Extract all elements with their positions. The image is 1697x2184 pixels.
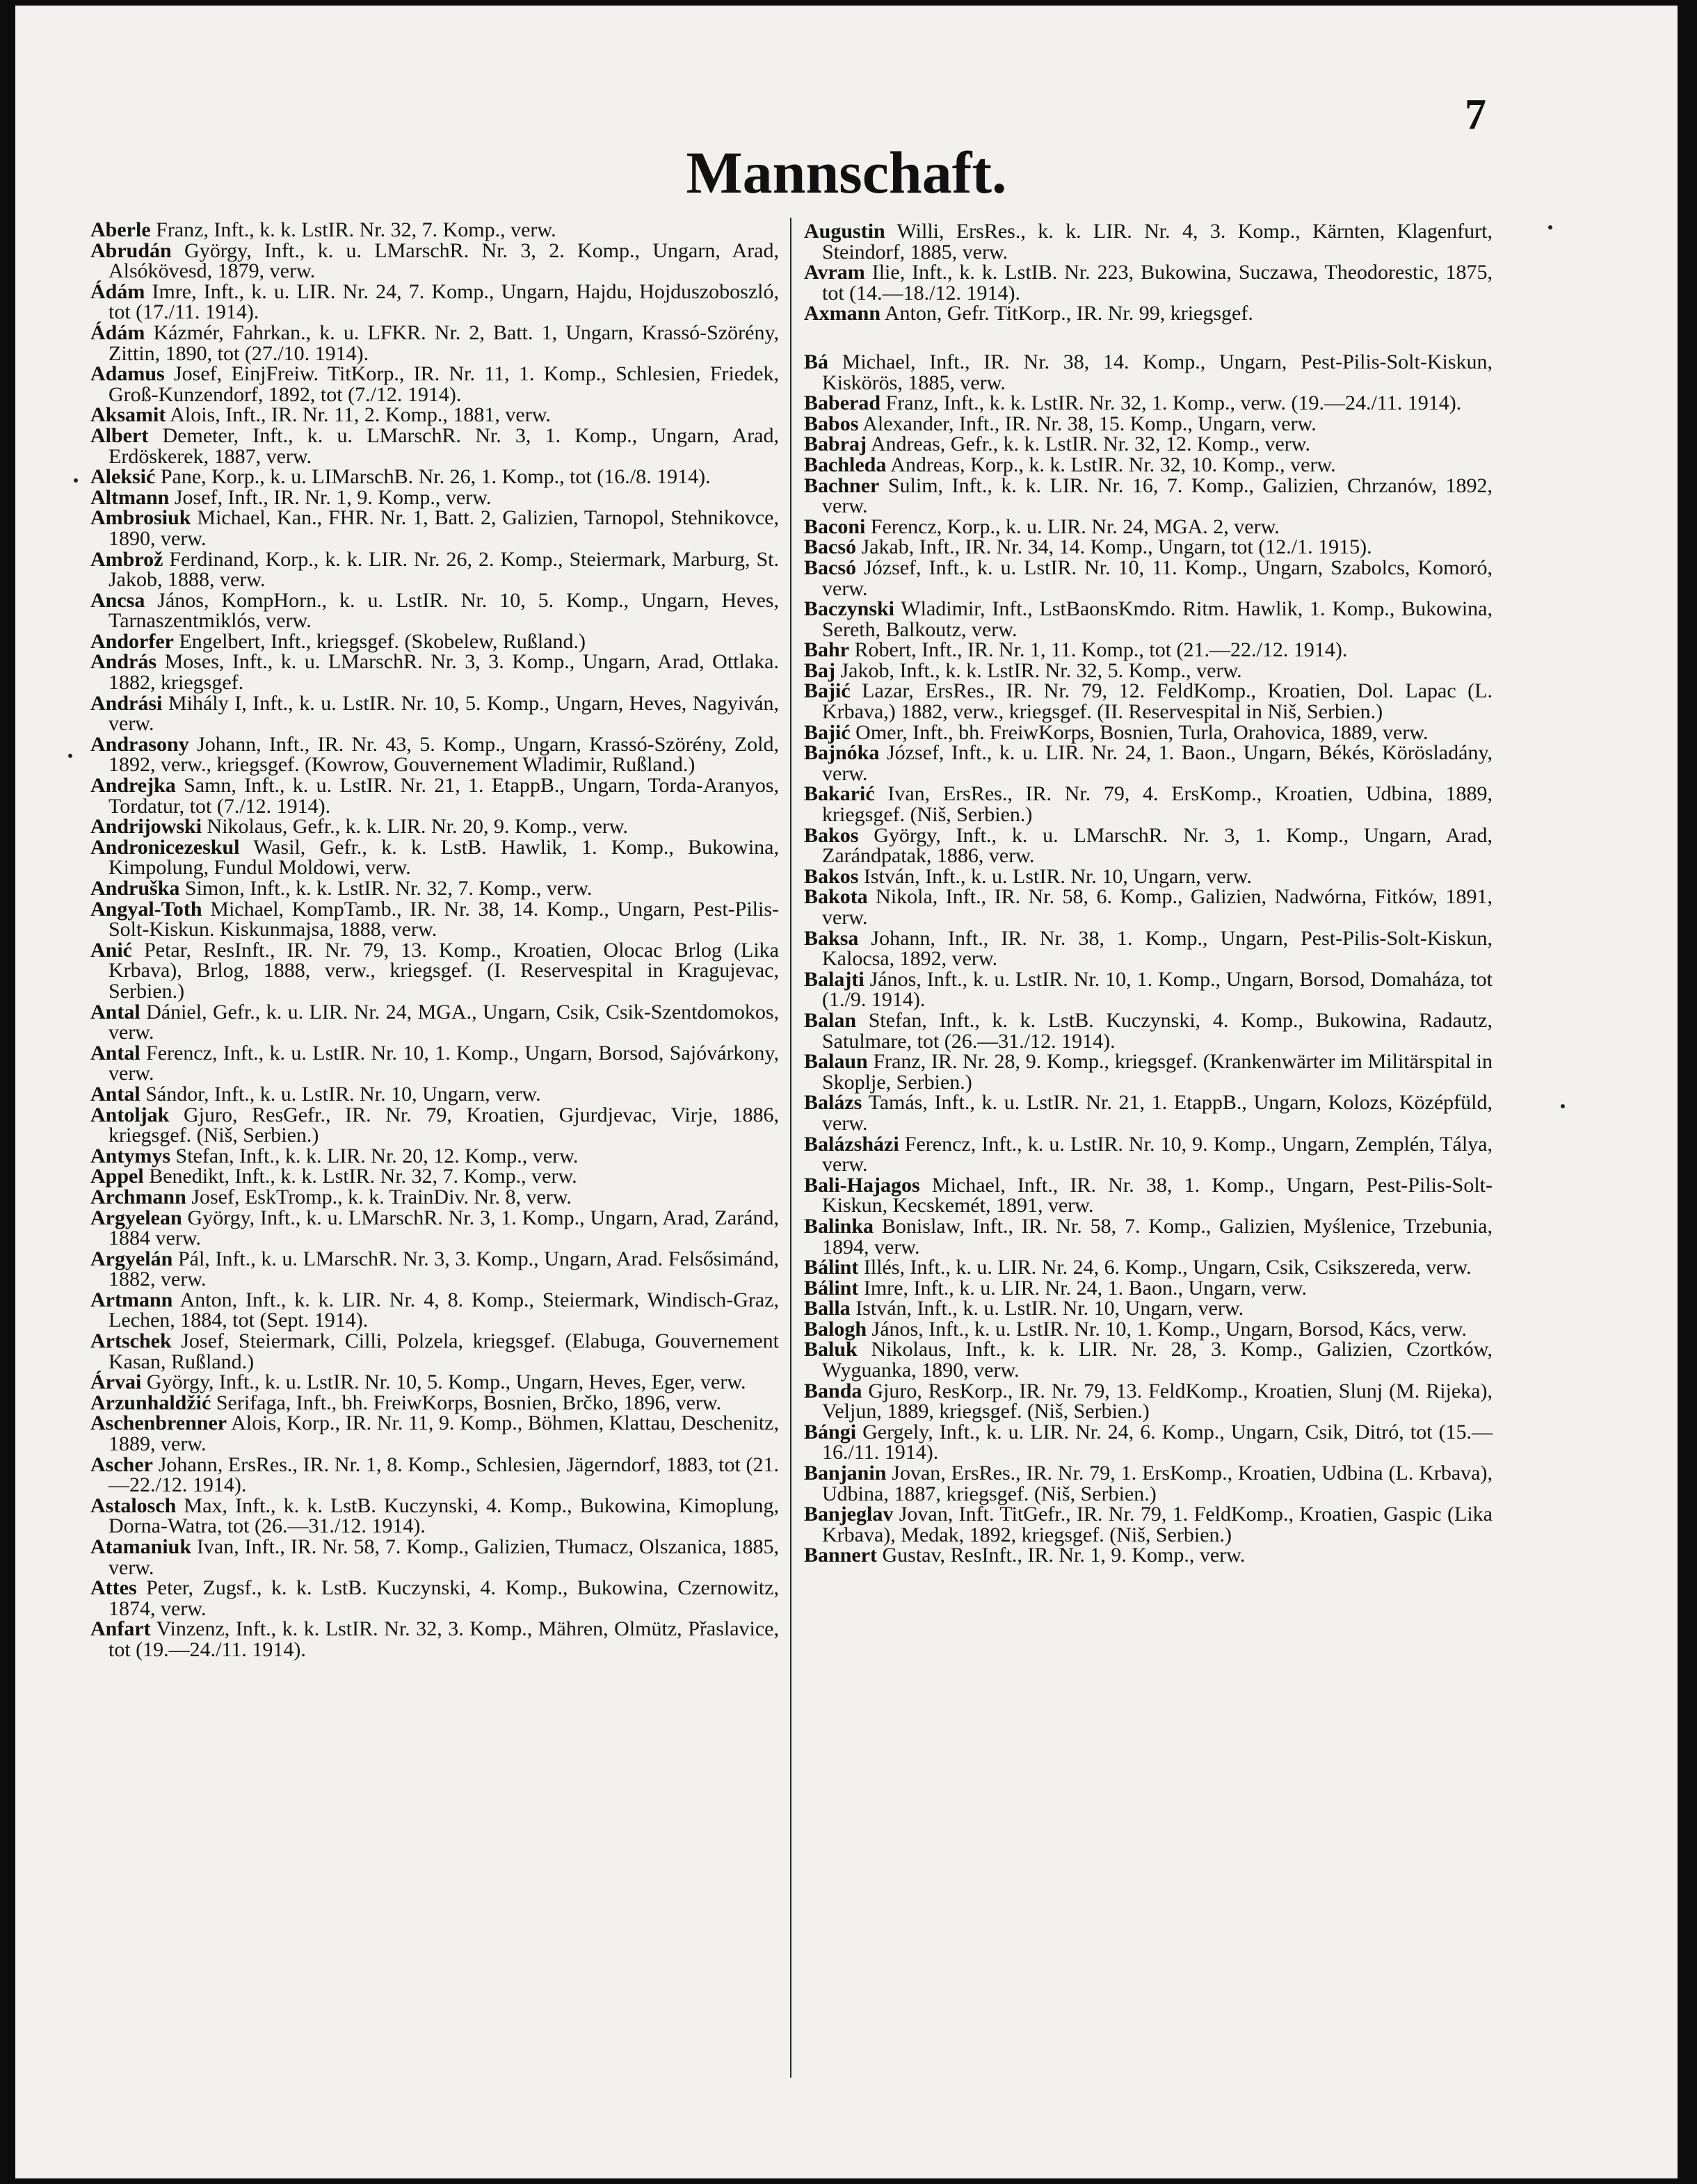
list-item — [804, 221, 1493, 262]
entry-details: István, Inft., k. u. LstIR. Nr. 10, Ungarn, verw. — [858, 864, 1252, 888]
list-item — [90, 1187, 779, 1208]
entry-details: József, Inft., k. u. LIR. Nr. 24, 1. Baon., Ungarn, Békés, Körösladány, verw. — [822, 741, 1493, 785]
entry-surname: Adamus — [90, 362, 165, 386]
entry-surname: Axmann — [804, 302, 881, 325]
entry-details: Max, Inft., k. k. LstB. Kuczynski, 4. Komp., Bukowina, Kimoplung, Dorna-Watra, tot (26.—31./12. 1914). — [108, 1494, 779, 1538]
list-item — [90, 405, 779, 426]
list-item — [90, 1166, 779, 1187]
entry-surname: Attes — [90, 1576, 137, 1600]
entry-details: Ivan, ErsRes., IR. Nr. 79, 4. ErsKomp., Kroatien, Udbina, 1889, kriegsgef. (Niš, Serbien.) — [822, 782, 1493, 827]
entry-details: Josef, Steiermark, Cilli, Polzela, kriegsgef. (Elabuga, Gouvernement Kasan, Rußland.) — [108, 1329, 779, 1373]
list-item — [90, 1208, 779, 1249]
entry-surname: Aksamit — [90, 403, 166, 427]
entry-surname: Atamaniuk — [90, 1535, 192, 1558]
list-item — [90, 1146, 779, 1167]
entry-surname: Antymys — [90, 1144, 171, 1167]
entry-surname: Bacsó — [804, 556, 856, 579]
entry-surname: Augustin — [804, 220, 885, 243]
list-item — [804, 558, 1493, 599]
list-item — [90, 1043, 779, 1084]
entry-surname: Artmann — [90, 1288, 173, 1311]
entry-details: Anton, Gefr. TitKorp., IR. Nr. 99, kriegsgef. — [880, 302, 1253, 325]
entry-details: Michael, KompTamb., IR. Nr. 38, 14. Komp., Ungarn, Pest-Pilis-Solt-Kiskun. Kiskunmajsa, 1888, verw. — [108, 897, 779, 941]
entry-surname: Balogh — [804, 1317, 867, 1341]
entry-surname: Andronicezeskul — [90, 835, 240, 859]
entry-details: Omer, Inft., bh. FreiwKorps, Bosnien, Turla, Orahovica, 1889, verw. — [850, 720, 1429, 744]
entry-details: Gustav, ResInft., IR. Nr. 1, 9. Komp., verw. — [877, 1544, 1246, 1567]
entry-details: Engelbert, Inft., kriegsgef. (Skobelew, Rußland.) — [173, 629, 586, 653]
list-item — [90, 734, 779, 775]
entry-surname: Andorfer — [90, 629, 174, 653]
entry-surname: Baczynski — [804, 597, 895, 621]
entry-surname: Bajić — [804, 720, 851, 744]
entry-details: Alexander, Inft., IR. Nr. 38, 15. Komp., Ungarn, verw. — [858, 412, 1317, 435]
entry-surname: Bachner — [804, 474, 880, 497]
entry-surname: Bali-Hajagos — [804, 1173, 920, 1197]
entry-details: Jakob, Inft., k. k. LstIR. Nr. 32, 5. Komp., verw. — [835, 658, 1242, 682]
entry-details: Josef, Inft., IR. Nr. 1, 9. Komp., verw. — [169, 485, 492, 509]
entry-surname: Banjanin — [804, 1462, 887, 1485]
entry-details: György, Inft., k. u. LMarschR. Nr. 3, 1. Komp., Ungarn, Arad, Zaránd, 1884 verw. — [108, 1206, 779, 1250]
entry-details: Nikola, Inft., IR. Nr. 58, 6. Komp., Galizien, Nadwórna, Fitków, 1891, verw. — [822, 885, 1493, 929]
list-item — [90, 1496, 779, 1537]
entry-surname: Bángi — [804, 1420, 857, 1443]
list-item — [90, 1413, 779, 1454]
list-item — [804, 887, 1493, 928]
entry-details: Ferencz, Inft., k. u. LstIR. Nr. 10, 9. Komp., Ungarn, Zemplén, Tálya, verw. — [822, 1132, 1493, 1176]
entry-details: Franz, IR. Nr. 28, 9. Komp., kriegsgef. (Krankenwärter im Militärspital in Skoplje, Serbien.) — [822, 1050, 1493, 1094]
entry-details: Nikolaus, Inft., k. k. LIR. Nr. 28, 3. Komp., Galizien, Czortków, Wyguanka, 1890, verw. — [822, 1338, 1493, 1382]
list-item — [90, 364, 779, 405]
entry-surname: Ádám — [90, 280, 145, 303]
list-item — [804, 599, 1493, 640]
entry-surname: Anić — [90, 938, 132, 962]
entry-details: Ferencz, Inft., k. u. LstIR. Nr. 10, 1. Komp., Ungarn, Borsod, Sajóvárkony, verw. — [108, 1041, 779, 1085]
column-divider — [790, 218, 791, 2078]
entry-surname: Appel — [90, 1165, 144, 1188]
entry-surname: Bajnóka — [804, 741, 880, 765]
entry-details: Stefan, Inft., k. k. LstB. Kuczynski, 4. Komp., Bukowina, Radautz, Satulmare, tot (26.—31./12. 1914). — [822, 1008, 1493, 1053]
entry-details: Pál, Inft., k. u. LMarschR. Nr. 3, 3. Komp., Ungarn, Arad. Felsősimánd, 1882, verw. — [108, 1247, 779, 1291]
list-item — [804, 825, 1493, 866]
entry-details: Alois, Korp., IR. Nr. 11, 9. Komp., Böhmen, Klattau, Deschenitz, 1889, verw. — [108, 1411, 779, 1456]
entry-surname: Antoljak — [90, 1103, 170, 1126]
list-item — [804, 303, 1493, 324]
list-item — [804, 1134, 1493, 1175]
entry-details: Alois, Inft., IR. Nr. 11, 2. Komp., 1881, verw. — [166, 403, 551, 427]
list-item — [90, 837, 779, 878]
list-item — [804, 1545, 1493, 1566]
entry-details: Imre, Inft., k. u. LIR. Nr. 24, 1. Baon., Ungarn, verw. — [858, 1276, 1307, 1300]
entry-surname: Bannert — [804, 1544, 877, 1567]
entry-surname: Anfart — [90, 1617, 151, 1641]
entry-surname: Balan — [804, 1008, 857, 1032]
list-item — [804, 784, 1493, 825]
entry-surname: Astalosch — [90, 1494, 177, 1517]
entry-details: Andreas, Gefr., k. k. LstIR. Nr. 32, 12. Komp., verw. — [867, 432, 1310, 456]
entry-surname: Balázsházi — [804, 1132, 899, 1156]
list-item — [90, 1331, 779, 1372]
entry-details: Sándor, Inft., k. u. LstIR. Nr. 10, Ungarn, verw. — [140, 1082, 541, 1106]
list-item — [90, 1084, 779, 1105]
ink-speck — [1561, 1104, 1565, 1108]
list-item — [804, 434, 1493, 455]
list-item — [804, 1504, 1493, 1545]
list-item — [804, 658, 1493, 682]
entry-surname: Artschek — [90, 1329, 172, 1353]
entry-details: Josef, EskTromp., k. k. TrainDiv. Nr. 8, verw. — [186, 1185, 572, 1208]
list-item — [804, 1298, 1493, 1319]
entry-details: Serifaga, Inft., bh. FreiwKorps, Bosnien, Brčko, 1896, verw. — [211, 1391, 722, 1414]
list-item — [804, 393, 1493, 414]
entry-details: Jovan, Inft. TitGefr., IR. Nr. 79, 1. FeldKomp., Kroatien, Gaspic (Lika Krbava), Medak, 1892, kriegsgef. (Niš, Serbien.) — [822, 1503, 1493, 1546]
list-item — [90, 816, 779, 837]
ink-speck — [1548, 225, 1552, 229]
list-item — [90, 775, 779, 816]
entry-surname: Albert — [90, 423, 149, 447]
entry-details: György, Inft., k. u. LstIR. Nr. 10, 5. Komp., Ungarn, Heves, Eger, verw. — [141, 1370, 746, 1394]
entry-details: Johann, Inft., IR. Nr. 38, 1. Komp., Ungarn, Pest-Pilis-Solt-Kiskun, Kalocsa, 1892, verw. — [822, 926, 1493, 971]
entry-details: Dániel, Gefr., k. u. LIR. Nr. 24, MGA., Ungarn, Csik, Csik-Szentdomokos, verw. — [108, 1000, 779, 1044]
entry-surname: Bahr — [804, 638, 850, 662]
list-item — [804, 1422, 1493, 1463]
entry-details: Willi, ErsRes., k. k. LIR. Nr. 4, 3. Komp., Kärnten, Klagenfurt, Steindorf, 1885, verw. — [822, 220, 1493, 264]
entry-surname: Bakos — [804, 823, 859, 847]
entry-details: György, Inft., k. u. LMarschR. Nr. 3, 1. Komp., Ungarn, Arad, Zarándpatak, 1886, verw. — [822, 823, 1493, 868]
entry-surname: Banjeglav — [804, 1503, 894, 1526]
entry-surname: Bakarić — [804, 782, 875, 806]
list-item — [804, 476, 1493, 517]
entry-details: Kázmér, Fahrkan., k. u. LFKR. Nr. 2, Batt. 1, Ungarn, Krassó-Szörény, Zittin, 1890, tot (27./10. 1914). — [108, 321, 779, 365]
entry-details: György, Inft., k. u. LMarschR. Nr. 3, 2. Komp., Ungarn, Arad, Alsókövesd, 1879, verw. — [108, 238, 779, 283]
list-item — [804, 1257, 1493, 1278]
entry-surname: Ascher — [90, 1453, 153, 1476]
entry-details: Mihály I, Inft., k. u. LstIR. Nr. 10, 5. Komp., Ungarn, Heves, Nagyiván, verw. — [108, 691, 779, 736]
entry-details: Pane, Korp., k. u. LIMarschB. Nr. 26, 1. Komp., tot (16./8. 1914). — [155, 465, 711, 489]
entry-details: Robert, Inft., IR. Nr. 1, 11. Komp., tot (21.—22./12. 1914). — [849, 638, 1348, 662]
entry-surname: Balajti — [804, 967, 864, 991]
entry-surname: Ambrosiuk — [90, 506, 191, 530]
entry-surname: Bakos — [804, 864, 859, 888]
entry-details: Moses, Inft., k. u. LMarschR. Nr. 3, 3. Komp., Ungarn, Arad, Ottlaka. 1882, kriegsgef. — [108, 650, 779, 695]
entry-surname: Baluk — [804, 1338, 858, 1361]
list-item — [90, 1290, 779, 1331]
entry-surname: Argyelean — [90, 1206, 182, 1229]
entry-surname: Antal — [90, 1000, 140, 1024]
list-item — [90, 940, 779, 1002]
entry-surname: Baconi — [804, 515, 866, 538]
list-item — [90, 1537, 779, 1578]
list-item — [804, 1175, 1493, 1216]
list-item — [90, 467, 779, 487]
list-item — [804, 1010, 1493, 1051]
entry-details: Franz, Inft., k. k. LstIR. Nr. 32, 1. Komp., verw. (19.—24./11. 1914). — [880, 391, 1462, 415]
entry-surname: András — [90, 650, 157, 674]
list-item — [804, 455, 1493, 476]
entry-details: István, Inft., k. u. LstIR. Nr. 10, Ungarn, verw. — [850, 1297, 1244, 1320]
entry-surname: Ancsa — [90, 588, 145, 612]
entry-details: Johann, Inft., IR. Nr. 43, 5. Komp., Ungarn, Krassó-Szörény, Zold, 1892, verw., kriegsgef. (Kowrow, Gouvernement Wladimir, Rußland.) — [108, 732, 779, 777]
entry-surname: Ambrož — [90, 547, 163, 571]
entry-details: Tamás, Inft., k. u. LstIR. Nr. 21, 1. EtappB., Ungarn, Kolozs, Középfüld, verw. — [822, 1091, 1493, 1135]
entry-surname: Archmann — [90, 1185, 186, 1208]
list-item — [804, 1092, 1493, 1133]
entry-surname: Balázs — [804, 1091, 862, 1115]
entry-surname: Argyelán — [90, 1247, 173, 1270]
list-item — [804, 414, 1493, 435]
list-item — [804, 640, 1493, 661]
list-item — [90, 220, 779, 241]
list-item — [90, 1455, 779, 1496]
list-item — [804, 537, 1493, 558]
entry-surname: Andruška — [90, 877, 180, 900]
entry-details: Gergely, Inft., k. u. LIR. Nr. 24, 6. Komp., Ungarn, Csik, Ditró, tot (15.—16./11. 1914). — [822, 1420, 1493, 1464]
entry-surname: Bajić — [804, 679, 851, 703]
list-item — [90, 899, 779, 940]
list-item — [90, 549, 779, 590]
entry-details: Ferdinand, Korp., k. k. LIR. Nr. 26, 2. Komp., Steiermark, Marburg, St. Jakob, 1888, verw. — [108, 547, 779, 592]
entry-details: Wladimir, Inft., LstBaonsKmdo. Ritm. Hawlik, 1. Komp., Bukowina, Sereth, Balkoutz, verw. — [822, 597, 1493, 641]
entry-surname: Arzunhaldžić — [90, 1391, 211, 1414]
entry-details: Jakab, Inft., IR. Nr. 34, 14. Komp., Ungarn, tot (12./1. 1915). — [856, 535, 1372, 559]
entry-surname: Bacsó — [804, 535, 856, 559]
entry-surname: Aschenbrenner — [90, 1411, 227, 1435]
list-item — [90, 1105, 779, 1146]
entry-surname: Baberad — [804, 391, 881, 415]
list-item — [804, 352, 1493, 393]
entry-details: Gjuro, ResGefr., IR. Nr. 79, Kroatien, Gjurdjevac, Virje, 1886, kriegsgef. (Niš, Serbien.) — [108, 1103, 779, 1147]
entry-details: Petar, ResInft., IR. Nr. 79, 13. Komp., Kroatien, Olocac Brlog (Lika Krbava), Brlog, 1888, verw., kriegsgef. (I. Reservespital in Kragujevac, Serbien.) — [108, 938, 779, 1003]
entry-details: Demeter, Inft., k. u. LMarschR. Nr. 3, 1. Komp., Ungarn, Arad, Erdöskerek, 1887, verw. — [108, 423, 779, 468]
entry-details: Anton, Inft., k. k. LIR. Nr. 4, 8. Komp., Steiermark, Windisch-Graz, Lechen, 1884, tot (Sept. 1914). — [108, 1288, 779, 1332]
list-item — [804, 743, 1493, 784]
entry-details: Bonislaw, Inft., IR. Nr. 58, 7. Komp., Galizien, Myślenice, Trzebunia, 1894, verw. — [822, 1214, 1493, 1259]
list-item — [804, 866, 1493, 887]
entry-details: János, Inft., k. u. LstIR. Nr. 10, 1. Komp., Ungarn, Borsod, Kács, verw. — [867, 1317, 1467, 1341]
left-column — [90, 220, 779, 1660]
entry-surname: Balaun — [804, 1050, 868, 1074]
list-item — [90, 1372, 779, 1393]
entry-surname: Andrási — [90, 691, 163, 715]
list-item — [804, 681, 1493, 722]
entry-surname: Babos — [804, 412, 859, 435]
list-item — [804, 722, 1493, 743]
list-item — [90, 1578, 779, 1619]
list-item — [804, 1319, 1493, 1340]
list-item — [804, 1216, 1493, 1257]
page-number: 7 — [1465, 91, 1486, 138]
list-item — [90, 508, 779, 549]
list-item — [90, 1393, 779, 1414]
list-item — [90, 1002, 779, 1043]
list-item — [90, 878, 779, 899]
entry-details: József, Inft., k. u. LstIR. Nr. 10, 11. Komp., Ungarn, Szabolcs, Komoró, verw. — [822, 556, 1493, 600]
document-page — [15, 6, 1678, 2178]
entry-details: Sulim, Inft., k. k. LIR. Nr. 16, 7. Komp., Galizien, Chrzanów, 1892, verw. — [822, 474, 1493, 518]
entry-surname: Babraj — [804, 432, 867, 456]
entry-surname: Antal — [90, 1041, 140, 1065]
list-item — [804, 1339, 1493, 1380]
entry-details: Samn, Inft., k. u. LstIR. Nr. 21, 1. EtappB., Ungarn, Torda-Aranyos, Tordatur, tot (7./12. 1914). — [108, 774, 779, 818]
entry-details: Andreas, Korp., k. k. LstIR. Nr. 32, 10. Komp., verw. — [886, 453, 1336, 476]
entry-details: Lazar, ErsRes., IR. Nr. 79, 12. FeldKomp., Kroatien, Dol. Lapac (L. Krbava,) 1882, verw., kriegsgef. (II. Reservespital in Niš, Serbien.) — [822, 679, 1493, 724]
entry-details: Peter, Zugsf., k. k. LstB. Kuczynski, 4. Komp., Bukowina, Czernowitz, 1874, verw. — [108, 1576, 779, 1620]
entry-surname: Árvai — [90, 1370, 142, 1394]
entry-surname: Angyal-Toth — [90, 897, 202, 921]
list-item — [90, 1249, 779, 1290]
entry-surname: Altmann — [90, 485, 170, 509]
entry-surname: Bálint — [804, 1276, 859, 1300]
entry-details: Simon, Inft., k. k. LstIR. Nr. 32, 7. Komp., verw. — [179, 877, 593, 900]
entry-surname: Bakota — [804, 885, 868, 909]
entry-details: Michael, Kan., FHR. Nr. 1, Batt. 2, Galizien, Tarnopol, Stehnikovce, 1890, verw. — [108, 506, 779, 550]
entry-details: Ilie, Inft., k. k. LstIB. Nr. 223, Bukowina, Suczawa, Theodorestic, 1875, tot (14.—18./12. 1914). — [822, 261, 1493, 305]
entry-surname: Bachleda — [804, 453, 887, 476]
entry-surname: Andrasony — [90, 732, 189, 756]
list-item — [90, 1619, 779, 1660]
right-column — [804, 221, 1493, 1566]
list-item — [804, 517, 1493, 537]
list-item — [90, 282, 779, 323]
entry-details: Gjuro, ResKorp., IR. Nr. 79, 13. FeldKomp., Kroatien, Slunj (M. Rijeka), Veljun, 1889, kriegsgef. (Niš, Serbien.) — [822, 1379, 1493, 1423]
list-item — [90, 590, 779, 631]
list-item — [90, 631, 779, 652]
ink-speck — [74, 478, 78, 483]
entry-surname: Balinka — [804, 1214, 874, 1238]
ink-speck — [68, 754, 72, 758]
page-title: Mannschaft. — [686, 139, 1007, 206]
list-item — [804, 1278, 1493, 1299]
entry-details: Jovan, ErsRes., IR. Nr. 79, 1. ErsKomp., Kroatien, Udbina (L. Krbava), Udbina, 1887, kriegsgef. (Niš, Serbien.) — [822, 1462, 1493, 1505]
list-item — [90, 238, 779, 283]
list-item — [804, 262, 1493, 303]
list-item — [804, 969, 1493, 1010]
list-item — [804, 928, 1493, 969]
list-item — [804, 1051, 1493, 1092]
entry-details: Michael, Inft., IR. Nr. 38, 14. Komp., Ungarn, Pest-Pilis-Solt-Kiskun, Kiskörös, 1885, verw. — [822, 350, 1493, 394]
entry-surname: Aleksić — [90, 465, 156, 489]
entry-surname: Andrejka — [90, 774, 176, 798]
entry-surname: Baksa — [804, 926, 859, 950]
list-item — [90, 652, 779, 693]
entry-surname: Balla — [804, 1297, 851, 1320]
entry-details: Imre, Inft., k. u. LIR. Nr. 24, 7. Komp., Ungarn, Hajdu, Hojduszoboszló, tot (17./11. 1914). — [108, 280, 779, 324]
entry-details: Illés, Inft., k. u. LIR. Nr. 24, 6. Komp., Ungarn, Csik, Csikszereda, verw. — [858, 1256, 1472, 1279]
list-item — [804, 1463, 1493, 1504]
entry-details: Franz, Inft., k. k. LstIR. Nr. 32, 7. Komp., verw. — [150, 218, 556, 241]
list-item — [90, 487, 779, 508]
list-item — [90, 423, 779, 468]
entry-surname: Avram — [804, 261, 865, 284]
entry-surname: Bálint — [804, 1256, 859, 1279]
entry-surname: Andrijowski — [90, 815, 202, 839]
list-item — [804, 1381, 1493, 1422]
entry-details: Josef, EinjFreiw. TitKorp., IR. Nr. 11, 1. Komp., Schlesien, Friedek, Groß-Kunzendorf, 1892, tot (7./12. 1914). — [108, 362, 779, 406]
entry-details: Johann, ErsRes., IR. Nr. 1, 8. Komp., Schlesien, Jägerndorf, 1883, tot (21.—22./12. 1914). — [108, 1453, 779, 1497]
entry-surname: Bá — [804, 350, 829, 373]
entry-details: Wasil, Gefr., k. k. LstB. Hawlik, 1. Komp., Bukowina, Kimpolung, Fundul Moldowi, verw. — [108, 835, 779, 880]
list-item — [90, 693, 779, 734]
entry-details: Stefan, Inft., k. k. LIR. Nr. 20, 12. Komp., verw. — [170, 1144, 579, 1167]
entry-details: János, Inft., k. u. LstIR. Nr. 10, 1. Komp., Ungarn, Borsod, Domaháza, tot (1./9. 1914). — [822, 967, 1493, 1012]
entry-details: Benedikt, Inft., k. k. LstIR. Nr. 32, 7. Komp., verw. — [143, 1165, 577, 1188]
entry-surname: Antal — [90, 1082, 140, 1106]
entry-surname: Banda — [804, 1379, 862, 1402]
entry-surname: Abrudán — [90, 238, 172, 262]
entry-details: Vinzenz, Inft., k. k. LstIR. Nr. 32, 3. Komp., Mähren, Olmütz, Přaslavice, tot (19.—24./11. 1914). — [108, 1617, 779, 1661]
entry-surname: Ádám — [90, 321, 145, 344]
entry-details: Ivan, Inft., IR. Nr. 58, 7. Komp., Galizien, Tłumacz, Olszanica, 1885, verw. — [108, 1535, 779, 1579]
list-item — [90, 323, 779, 364]
entry-details: Ferencz, Korp., k. u. LIR. Nr. 24, MGA. 2, verw. — [865, 515, 1280, 538]
entry-details: Michael, Inft., IR. Nr. 38, 1. Komp., Ungarn, Pest-Pilis-Solt-Kiskun, Kecskemét, 1891, verw. — [822, 1173, 1493, 1218]
entry-surname: Aberle — [90, 218, 151, 241]
entry-details: János, KompHorn., k. u. LstIR. Nr. 10, 5. Komp., Ungarn, Heves, Tarnaszentmiklós, verw. — [108, 588, 779, 633]
entry-surname: Baj — [804, 658, 835, 682]
entry-details: Nikolaus, Gefr., k. k. LIR. Nr. 20, 9. Komp., verw. — [202, 815, 629, 839]
